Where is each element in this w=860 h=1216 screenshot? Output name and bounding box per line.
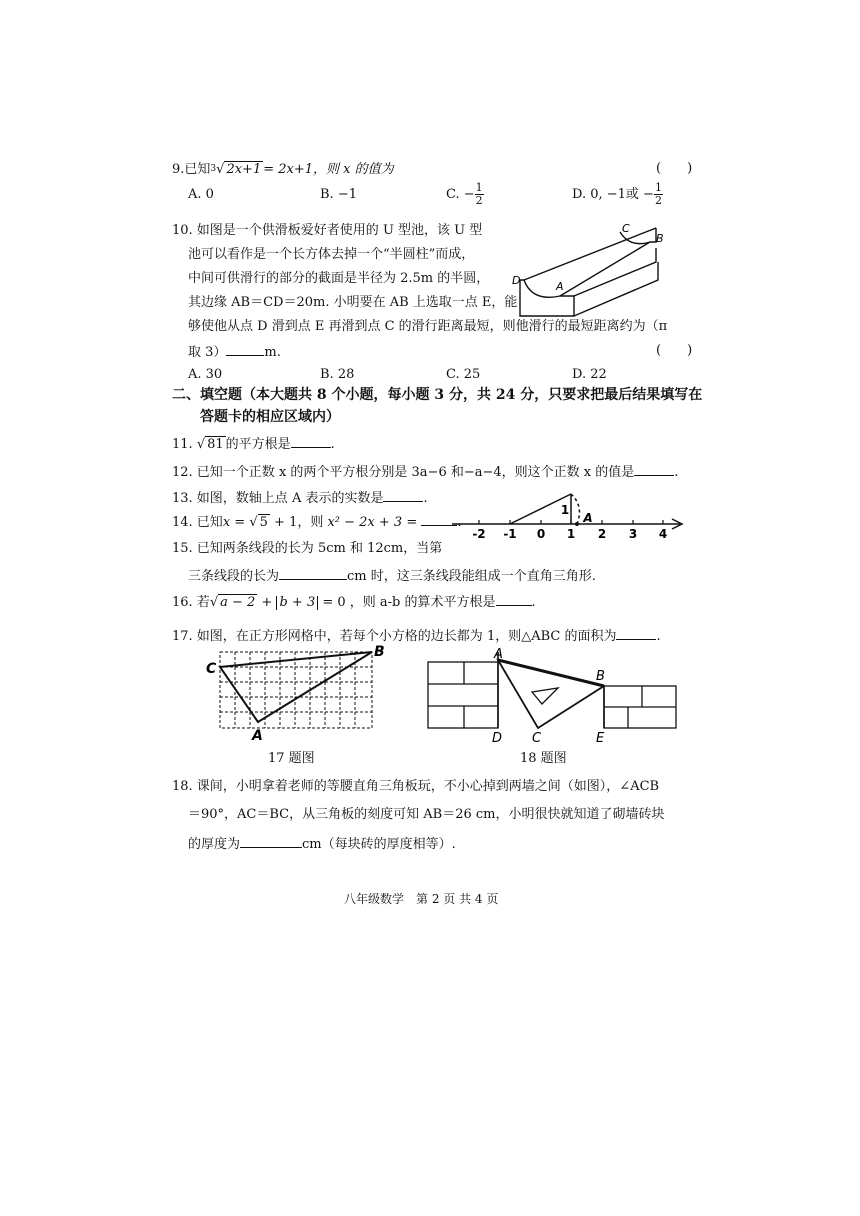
q13-text: 13. 如图，数轴上点 A 表示的实数是 xyxy=(172,491,384,506)
q9-option-d-fraction xyxy=(654,182,663,207)
q14: 14. 已知x = √ 5 + 1，则 x² − 2x + 3 = . xyxy=(172,512,462,532)
q10-option-d: D. 22 xyxy=(572,367,607,382)
vertex-b-label: B xyxy=(374,644,385,660)
q9-option-b: B. −1 xyxy=(320,187,357,202)
q9-number: 9. xyxy=(172,162,185,177)
q10-line-5: 够使他从点 D 滑到点 E 再滑到点 C 的滑行距离最短，则他滑行的最短距离约为（π xyxy=(188,319,668,334)
q17: 17. 如图，在正方形网格中，若每个小方格的边长都为 1，则△ABC 的面积为 . xyxy=(172,626,661,646)
q13: 13. 如图，数轴上点 A 表示的实数是 . xyxy=(172,488,428,508)
q14-intro: 14. 已知 xyxy=(172,515,223,530)
pool-label-d: D xyxy=(512,274,521,287)
u-pool-figure xyxy=(510,218,690,318)
q14-var: x xyxy=(222,515,231,530)
q9-radicand: 2x+1 xyxy=(226,162,262,177)
q10-line-3: 中间可供滑行的部分的截面是半径为 2.5m 的半圆， xyxy=(188,271,490,286)
q18-line-3-cont: cm（每块砖的厚度相等）. xyxy=(302,837,456,852)
q18-line-2: ＝90°，AC＝BC，从三角板的刻度可知 AB＝26 cm，小明很快就知道了砌墙砖块 xyxy=(188,807,665,822)
pool-back-left-edge xyxy=(524,228,656,280)
point-a-label: A xyxy=(494,647,503,662)
q10-option-a: A. 30 xyxy=(188,367,223,382)
q15-line-2-text: 三条线段的长为 xyxy=(188,569,280,584)
frac-denominator: 2 xyxy=(654,194,662,207)
point-e-label: E xyxy=(596,731,605,746)
q9-rhs: = 2x+1，则 x 的值为 xyxy=(263,162,394,177)
q9-stem: 9.已知$^3$√ 2x+1 = 2x+1，则 x 的值为 xyxy=(172,162,394,177)
tick-label: 3 xyxy=(628,527,638,541)
figure-17-grid xyxy=(206,646,386,742)
pool-bottom-edge xyxy=(574,262,658,316)
tick-label: 1 xyxy=(566,527,576,541)
q16-absolute-value: b + 3 xyxy=(276,596,318,610)
pool-label-a: A xyxy=(556,280,564,293)
q9-intro: 已知 xyxy=(184,162,211,177)
set-square xyxy=(498,660,604,728)
figure-18-caption: 18 题图 xyxy=(520,751,567,766)
q13-answer-blank[interactable] xyxy=(383,488,423,502)
frac-numerator: 1 xyxy=(475,181,483,194)
q10-line-6 xyxy=(188,342,281,362)
q12: 12. 已知一个正数 x 的两个平方根分别是 3a−6 和−a−4，则这个正数 x 的值是 . xyxy=(172,462,678,482)
pool-inner-edge xyxy=(560,242,650,296)
pool-label-c: C xyxy=(622,222,630,235)
q16-intro: 16. 若 xyxy=(172,595,210,610)
vertex-c-label: C xyxy=(206,661,217,677)
q10-line-4: 其边缘 AB＝CD＝20m. 小明要在 AB 上选取一点 E，能 xyxy=(188,295,518,310)
tick-label: 0 xyxy=(536,527,546,541)
grid-border xyxy=(220,652,372,728)
q9-option-a: A. 0 xyxy=(188,187,214,202)
q16-radicand: a − 2 xyxy=(220,595,256,610)
q14-radicand: 5 xyxy=(259,515,268,530)
q18-line-3-text: 的厚度为 xyxy=(188,837,241,852)
point-c-label: C xyxy=(532,731,542,746)
q14-eq: = xyxy=(230,515,250,530)
q9-option-c-fraction xyxy=(475,182,484,207)
pool-front-face xyxy=(520,280,574,316)
right-wall xyxy=(604,686,676,728)
q11-radicand: 81 xyxy=(207,437,224,452)
q9-answer-paren: ( ) xyxy=(656,161,693,176)
q18-line-1: 18. 课间，小明拿着老师的等腰直角三角板玩，不小心掉到两墙之间（如图），∠ACB xyxy=(172,779,660,794)
q15-line-1: 15. 已知两条线段的长为 5cm 和 12cm，当第 xyxy=(172,541,443,556)
q12-text: 12. 已知一个正数 x 的两个平方根分别是 3a−6 和−a−4，则这个正数 x 的值是 xyxy=(172,465,635,480)
figure-18-walls xyxy=(424,648,686,744)
q10-line-6-text: 取 3） xyxy=(188,345,227,360)
q15-line-2-cont: cm 时，这三条线段能组成一个直角三角形. xyxy=(347,569,596,584)
q9-option-c-label: C. − xyxy=(446,187,475,202)
q15-line-2 xyxy=(188,566,596,586)
q14-expression: x² − 2x + 3 = xyxy=(327,515,422,530)
q10-option-b: B. 28 xyxy=(320,367,355,382)
left-wall xyxy=(428,662,498,728)
wall-outline xyxy=(428,662,498,728)
vertex-a-label: A xyxy=(252,728,263,744)
page-footer: 八年级数学 第 2 页 共 4 页 xyxy=(344,892,499,906)
q16-answer-blank[interactable] xyxy=(496,592,532,606)
tick-label: 2 xyxy=(597,527,607,541)
q10-answer-paren: ( ) xyxy=(656,343,693,358)
q9-option-c xyxy=(446,182,484,207)
q16: 16. 若√ a − 2 + b + 3 = 0 ，则 a-b 的算术平方根是 . xyxy=(172,592,536,612)
q11-number: 11. xyxy=(172,437,193,452)
tick-label: 4 xyxy=(658,527,668,541)
section-2-heading: 二、填空题（本大题共 8 个小题，每小题 3 分，共 24 分，只要求把最后结果填写在 xyxy=(172,387,703,403)
q9-option-d xyxy=(572,182,663,207)
tick-label: -2 xyxy=(472,527,486,541)
point-d-label: D xyxy=(492,731,503,746)
q11: 11. √ 81 的平方根是 . xyxy=(172,434,335,454)
figure-17-caption: 17 题图 xyxy=(268,751,315,766)
q10-answer-blank[interactable] xyxy=(226,342,264,356)
compass-arc xyxy=(571,494,579,524)
q11-text: 的平方根是 xyxy=(225,437,291,452)
tick-label: -1 xyxy=(503,527,517,541)
set-square-edge-ab xyxy=(498,660,604,686)
q17-text: 17. 如图，在正方形网格中，若每个小方格的边长都为 1，则△ABC 的面积为 xyxy=(172,629,617,644)
q18-line-3 xyxy=(188,834,456,854)
point-a-label: A xyxy=(583,511,593,525)
frac-numerator: 1 xyxy=(654,181,662,194)
q10-line-1: 10. 如图是一个供滑板爱好者使用的 U 型池，该 U 型 xyxy=(172,223,483,238)
number-line-figure xyxy=(452,486,688,546)
q10-line-2: 池可以看作是一个长方体去掉一个“半圆柱”而成， xyxy=(188,247,475,262)
pool-front-arc xyxy=(524,280,560,297)
point-a xyxy=(575,522,579,526)
grid-lines xyxy=(220,652,372,728)
set-square-hole xyxy=(532,688,558,704)
q16-plus: + xyxy=(257,595,277,610)
q14-eq-cont: + 1，则 xyxy=(269,515,328,530)
q18-answer-blank[interactable] xyxy=(240,834,302,848)
q9-option-d-label: D. 0, −1或 − xyxy=(572,187,654,202)
unit-height-label: 1 xyxy=(560,503,570,517)
q10-option-c: C. 25 xyxy=(446,367,481,382)
q16-text: = 0 ，则 a-b 的算术平方根是 xyxy=(318,595,496,610)
pool-label-b: B xyxy=(656,232,664,245)
section-2-heading-cont: 答题卡的相应区域内） xyxy=(200,409,340,425)
q15-answer-blank[interactable] xyxy=(279,566,347,580)
q10-unit: m. xyxy=(264,345,281,360)
frac-denominator: 2 xyxy=(475,194,483,207)
q17-answer-blank[interactable] xyxy=(616,626,656,640)
point-b-label: B xyxy=(596,669,605,684)
q11-answer-blank[interactable] xyxy=(291,434,331,448)
q12-answer-blank[interactable] xyxy=(634,462,674,476)
